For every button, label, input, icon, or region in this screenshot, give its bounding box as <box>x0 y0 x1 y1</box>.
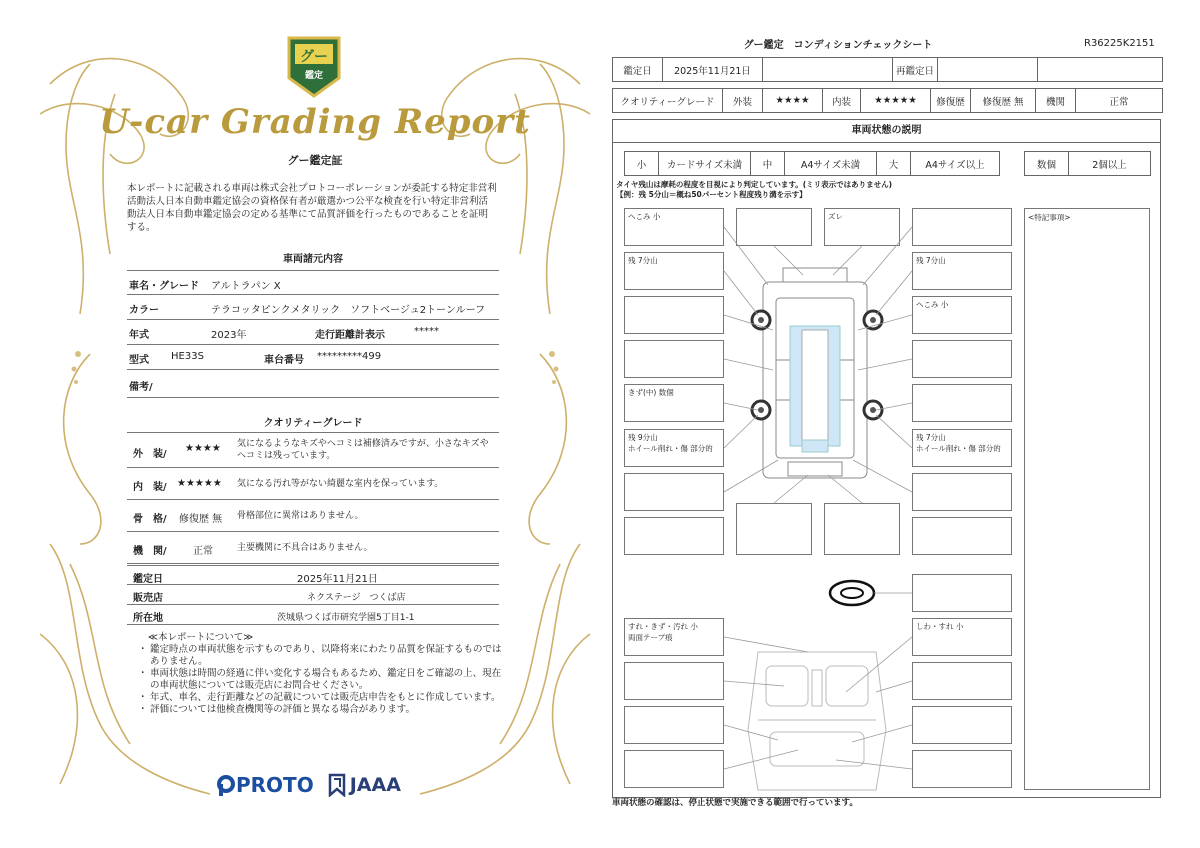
svg-text:鑑定: 鑑定 <box>304 71 324 81</box>
quality-label: 機 関/ <box>133 546 167 557</box>
quality-grade: 修復歴 無 <box>179 514 223 525</box>
report-notes: ≪本レポートについて≫ ・ 鑑定時点の車両状態を示すものであり、以降将来にわたり品質を保証するものではありません。 ・ 車両状態は時間の経過に伴い変化する場合もあるため、鑑定日をご確認の上、現在の車両状態については販売店にお問合せください。 ・ 年式、車名、走行距離などの記載については販売店申告をもとに作成しています。 ・ 評価については他検査機関等の評価と異なる場合があります。 <box>138 632 508 716</box>
interior-label: 内装 <box>823 89 861 113</box>
quality-grade: 正常 <box>193 546 213 557</box>
info-date-label: 鑑定日 <box>133 574 163 585</box>
condition-box: へこみ 小 <box>912 296 1012 334</box>
spec-year-label: 年式 <box>129 330 149 341</box>
info-date-value: 2025年11月21日 <box>297 574 378 585</box>
goo-kantei-badge-icon <box>285 34 343 100</box>
spec-row-color <box>127 295 499 320</box>
engine-value: 正常 <box>1076 89 1163 113</box>
condition-box <box>624 340 724 378</box>
spec-name-label: 車名・グレード <box>129 281 199 292</box>
sheet-title: グー鑑定 コンディションチェックシート <box>743 40 933 51</box>
size-small: 小 <box>625 152 659 176</box>
certificate-body: 本レポートに記載される車両は株式会社プロトコーポレーションが委託する特定非営利活動法人日本自動車鑑定協会の資格保有者が厳選かつ公平な検査を行い特定非営利活動法人日本自動車鑑定協会の定める基準にて品質評価を行ったものであることを証明する。 <box>127 183 497 233</box>
condition-box <box>912 517 1012 555</box>
exterior-label: 外装 <box>723 89 763 113</box>
quality-grade: ★★★★★ <box>177 478 222 489</box>
condition-box: 残 7分山 ホイール削れ・傷 部分的 <box>912 429 1012 467</box>
quality-label: 内 装/ <box>133 482 167 493</box>
spec-year-value: 2023年 <box>211 330 247 341</box>
size-small-desc: カードサイズ未満 <box>659 152 751 176</box>
quality-label: 骨 格/ <box>133 514 167 525</box>
special-notes-box <box>1024 208 1150 790</box>
condition-box <box>912 384 1012 422</box>
count-label: 数個 <box>1025 152 1069 176</box>
tire-note-line: 【例：残 5分山＝概ね50パーセント程度残り溝を示す】 <box>616 190 807 199</box>
grade-label: クオリティーグレード <box>613 89 723 113</box>
condition-box <box>624 517 724 555</box>
condition-box <box>912 706 1012 744</box>
info-address-value: 茨城県つくば市研究学園5丁目1-1 <box>277 613 415 623</box>
grading-certificate <box>30 24 600 824</box>
exterior-value: ★★★★ <box>763 89 823 113</box>
notes-title: ≪本レポートについて≫ <box>148 632 254 643</box>
proto-logo <box>216 773 314 797</box>
date-table <box>612 57 1163 82</box>
condition-box <box>912 750 1012 788</box>
repair-label: 修復歴 <box>931 89 971 113</box>
spec-row-name <box>127 270 499 295</box>
condition-box: ズレ <box>824 208 900 246</box>
state-title: 車両状態の説明 <box>612 119 1161 143</box>
proto-mark-icon <box>216 774 236 796</box>
condition-box <box>912 340 1012 378</box>
document-id: R36225K2151 <box>1084 38 1155 49</box>
condition-box <box>624 750 724 788</box>
count-desc: 2個以上 <box>1069 152 1151 176</box>
sheet-footer-note: 車両状態の確認は、停止状態で実施できる範囲で行っています。 <box>612 798 858 808</box>
spec-mileage-value: ***** <box>414 326 439 337</box>
certificate-title: グー鑑定証 <box>287 154 343 167</box>
condition-box: すれ・きず・汚れ 小 両面テープ痕 <box>624 618 724 656</box>
report-title: U-car Grading Report <box>99 102 531 142</box>
note-item: 車両状態は時間の経過に伴い変化する場合もあるため、鑑定日をご確認の上、現在の車両状態については販売店にお問合せください。 <box>150 668 502 691</box>
quality-row-exterior <box>127 432 499 468</box>
special-notes-label: <特記事項> <box>1028 213 1071 222</box>
quality-desc: 気になる汚れ等がない綺麗な室内を保っています。 <box>237 479 444 489</box>
note-item: 鑑定時点の車両状態を示すものであり、以降将来にわたり品質を保証するものではありません。 <box>150 644 502 667</box>
jaaa-logo <box>328 773 401 797</box>
count-legend-table <box>1024 151 1151 176</box>
condition-box <box>624 473 724 511</box>
redate-label: 再鑑定日 <box>893 58 938 82</box>
quality-desc: 気になるようなキズやヘコミは補修済みですが、小さなキズやヘコミは残っています。 <box>237 439 489 461</box>
engine-label: 機関 <box>1036 89 1076 113</box>
spec-row-remarks <box>127 370 499 398</box>
condition-box: 残 9分山 ホイール削れ・傷 部分的 <box>624 429 724 467</box>
repair-value: 修復歴 無 <box>971 89 1036 113</box>
condition-box <box>624 706 724 744</box>
tire-note <box>616 180 892 200</box>
condition-box <box>824 503 900 555</box>
svg-text:グー: グー <box>300 49 328 65</box>
condition-box: 残 7分山 <box>624 252 724 290</box>
interior-value: ★★★★★ <box>861 89 931 113</box>
quality-section-title: クオリティーグレード <box>263 418 363 429</box>
info-shop-label: 販売店 <box>133 593 163 604</box>
quality-label: 外 装/ <box>133 449 167 460</box>
spec-model-label: 型式 <box>129 355 149 366</box>
spec-chassis-label: 車台番号 <box>264 355 304 366</box>
jaaa-logo-text: JAAA <box>349 774 401 796</box>
condition-box <box>912 662 1012 700</box>
spec-name-value: アルトラパン X <box>211 281 281 292</box>
quality-row-frame <box>127 500 499 532</box>
quality-desc: 骨格部位に異常はありません。 <box>237 511 364 521</box>
condition-check-sheet <box>608 30 1168 820</box>
info-shop-value: ネクステージ つくば店 <box>307 593 406 603</box>
quality-row-interior <box>127 468 499 500</box>
note-item: 年式、車名、走行距離などの記載については販売店申告をもとに作成しています。 <box>150 692 501 703</box>
condition-box <box>912 574 1012 612</box>
condition-box: しわ・すれ 小 <box>912 618 1012 656</box>
spec-color-value: テラコッタピンクメタリック ソフトベージュ2トーンルーフ <box>211 305 486 316</box>
redate-value <box>938 58 1038 82</box>
spec-section-title: 車両諸元内容 <box>283 254 343 265</box>
size-mid-desc: A4サイズ未満 <box>785 152 877 176</box>
condition-box: へこみ 小 <box>624 208 724 246</box>
spec-mileage-label: 走行距離計表示 <box>315 330 385 341</box>
date-label: 鑑定日 <box>613 58 663 82</box>
date-value: 2025年11月21日 <box>663 58 763 82</box>
spec-row-model <box>127 345 499 370</box>
condition-box <box>624 296 724 334</box>
quality-desc: 主要機関に不具合はありません。 <box>237 543 373 553</box>
quality-row-engine <box>127 532 499 564</box>
condition-box <box>912 208 1012 246</box>
grade-table <box>612 88 1163 113</box>
size-large: 大 <box>877 152 911 176</box>
size-mid: 中 <box>751 152 785 176</box>
quality-grade: ★★★★ <box>185 443 221 454</box>
proto-logo-text: PROTO <box>236 773 314 797</box>
tire-note-line: タイヤ残山は摩耗の程度を目視により判定しています。(ミリ表示ではありません) <box>616 180 893 189</box>
info-row-date <box>127 565 499 585</box>
size-large-desc: A4サイズ以上 <box>911 152 1000 176</box>
info-row-address <box>127 605 499 625</box>
info-row-shop <box>127 585 499 605</box>
spec-model-value: HE33S <box>171 351 204 362</box>
note-item: 評価については他検査機関等の評価と異なる場合があります。 <box>150 704 416 715</box>
footer-logos <box>216 770 401 800</box>
spec-color-label: カラー <box>129 305 159 316</box>
condition-box: 残 7分山 <box>912 252 1012 290</box>
condition-box <box>912 473 1012 511</box>
info-address-label: 所在地 <box>133 613 163 624</box>
size-legend-table <box>624 151 1000 176</box>
jaaa-mark-icon <box>328 773 346 797</box>
condition-box <box>736 208 812 246</box>
condition-box <box>624 662 724 700</box>
condition-box <box>736 503 812 555</box>
spec-remarks-label: 備考/ <box>129 382 153 393</box>
spec-chassis-value: *********499 <box>317 351 382 362</box>
spec-row-year <box>127 320 499 345</box>
condition-box: きず(中) 数個 <box>624 384 724 422</box>
